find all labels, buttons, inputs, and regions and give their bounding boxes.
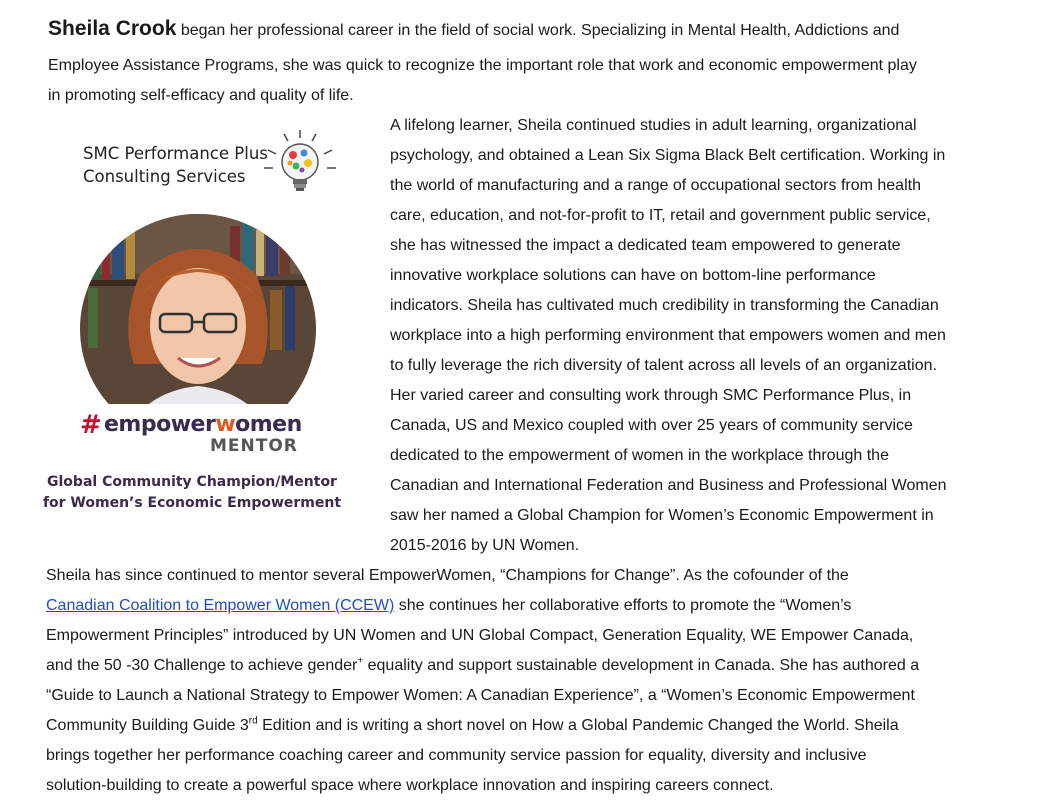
caption-line-2: for Women’s Economic Empowerment <box>42 495 342 511</box>
plus-superscript: + <box>357 655 364 667</box>
empowerwomen-mentor-badge <box>78 404 302 462</box>
bottom-line-2-text: she continues her collaborative efforts to promote the “Women’s <box>394 597 852 614</box>
right-column-line: workplace into a high performing environment that empowers women and men <box>390 327 946 344</box>
hashtag-icon: # <box>80 410 102 440</box>
right-column-line: Canada, US and Mexico coupled with over 25 years of community service <box>390 417 913 434</box>
intro-line-1 <box>48 17 899 43</box>
intro-line-1-text: began her professional career in the field of social work. Specializing in Mental Health, Addictions and <box>176 22 900 39</box>
right-column-line: innovative workplace solutions can have on bottom-line performance <box>390 267 876 284</box>
right-column-line: A lifelong learner, Sheila continued studies in adult learning, organizational <box>390 117 917 134</box>
bottom-line-3: Empowerment Principles” introduced by UN Women and UN Global Compact, Generation Equality, WE Empower Canada, <box>46 627 914 644</box>
mentor-label: MENTOR <box>210 436 298 456</box>
right-column-line: care, education, and not-for-profit to IT, retail and government public service, <box>390 207 931 224</box>
caption-line-1: Global Community Champion/Mentor <box>47 474 337 490</box>
right-column-line: psychology, and obtained a Lean Six Sigma Black Belt certification. Working in <box>390 147 946 164</box>
right-column-line: Her varied career and consulting work through SMC Performance Plus, in <box>390 387 912 404</box>
person-name: Sheila Crook <box>48 17 177 40</box>
bottom-line-8: solution-building to create a powerful space where workplace innovation and inspiring careers connect. <box>46 777 774 794</box>
photo-caption <box>40 472 344 514</box>
right-column-line: dedicated to the empowerment of women in the workplace through the <box>390 447 889 464</box>
company-name-line-2: Consulting Services <box>83 167 246 186</box>
bottom-line-7: brings together her performance coaching career and community service passion for equality, diversity and inclusive <box>46 747 867 764</box>
bottom-line-1: Sheila has since continued to mentor several EmpowerWomen, “Champions for Change”. As the cofounder of the <box>46 567 849 584</box>
right-column-line: to fully leverage the rich diversity of talent across all levels of an organization. <box>390 357 937 374</box>
company-name-line-1: SMC Performance Plus <box>83 144 268 163</box>
company-logo-text <box>83 142 268 188</box>
right-column-line: 2015-2016 by UN Women. <box>390 537 580 554</box>
intro-line-3: in promoting self-efficacy and quality of life. <box>48 87 354 104</box>
intro-line-2: Employee Assistance Programs, she was quick to recognize the important role that work and economic empowerment play <box>48 57 917 74</box>
ccew-link[interactable]: Canadian Coalition to Empower Women (CCEW) <box>46 597 395 614</box>
bottom-line-2 <box>46 596 851 616</box>
bottom-line-6: Community Building Guide 3rd Edition and is writing a short novel on How a Global Pandemic Changed the World. Sheila <box>46 715 899 734</box>
ordinal-superscript: rd <box>248 715 258 727</box>
right-column-line: she has witnessed the impact a dedicated team empowered to generate <box>390 237 901 254</box>
right-column-line: indicators. Sheila has cultivated much credibility in transforming the Canadian <box>390 297 939 314</box>
bottom-line-4: and the 50 -30 Challenge to achieve gender+ equality and support sustainable development in Canada. She has authored a <box>46 655 920 674</box>
right-column-line: the world of manufacturing and a range of occupational sectors from health <box>390 177 921 194</box>
right-column-line: Canadian and International Federation and Business and Professional Women <box>390 477 947 494</box>
empowerwomen-wordmark: empowerwomen <box>104 412 302 437</box>
lightbulb-icon <box>262 128 338 198</box>
right-column-line: saw her named a Global Champion for Women’s Economic Empowerment in <box>390 507 934 524</box>
bottom-line-5: “Guide to Launch a National Strategy to Empower Women: A Canadian Experience”, a “Women’s Economic Empowerment <box>46 687 915 704</box>
